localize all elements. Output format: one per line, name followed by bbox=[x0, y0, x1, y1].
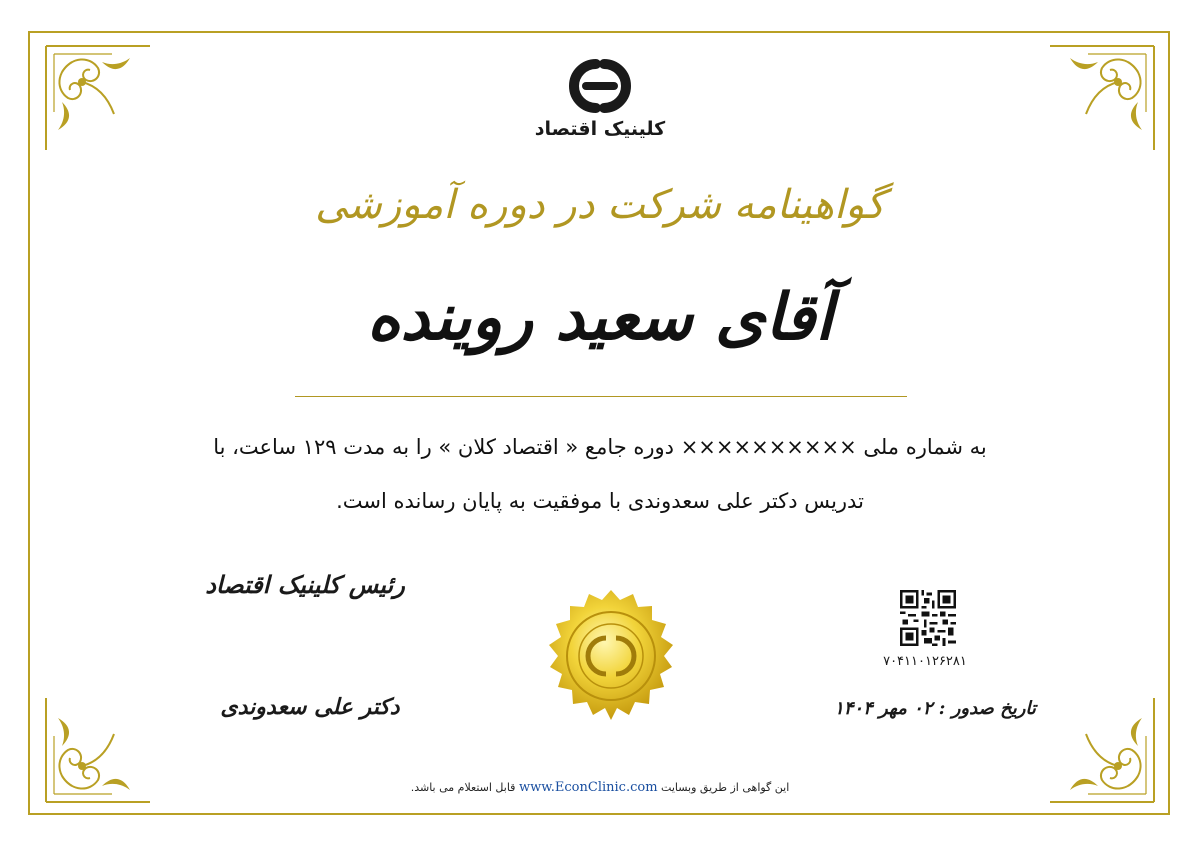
gold-seal-icon bbox=[536, 586, 686, 736]
qr-code-icon[interactable] bbox=[900, 590, 956, 646]
signatory-name: دکتر علی سعدوندی bbox=[220, 694, 400, 720]
ornament-corner-bottom-right-icon bbox=[1046, 694, 1158, 806]
website-link[interactable]: www.EconClinic.com bbox=[518, 780, 658, 795]
issue-date: تاریخ صدور : ۰۲ مهر ۱۴۰۴ bbox=[834, 698, 1036, 719]
body-line-2: تدریس دکتر علی سعدوندی با موفقیت به پایان رسانده است. bbox=[336, 489, 864, 513]
verification-footer bbox=[300, 780, 900, 795]
footer-prefix: این گواهی از طریق وبسایت bbox=[661, 781, 790, 794]
name-underline bbox=[295, 396, 907, 397]
recipient-name: آقای سعید روینده bbox=[367, 280, 833, 355]
econclinic-logo-icon bbox=[556, 56, 644, 116]
body-line-1: به شماره ملی ×××××××××× دوره جامع « اقتصاد کلان » را به مدت ۱۲۹ ساعت، با bbox=[213, 435, 987, 459]
brand-name: کلینیک اقتصاد bbox=[534, 118, 666, 140]
certificate-title: گواهینامه شرکت در دوره آموزشی bbox=[315, 182, 885, 228]
signatory-title: رئیس کلینیک اقتصاد bbox=[205, 570, 405, 599]
ornament-corner-top-right-icon bbox=[1046, 42, 1158, 154]
ornament-corner-top-left-icon bbox=[42, 42, 154, 154]
certificate-body bbox=[180, 420, 1020, 528]
footer-suffix: قابل استعلام می باشد. bbox=[410, 781, 516, 794]
certificate-id: ۷۰۴۱۱۰۱۲۶۲۸۱ bbox=[883, 654, 967, 669]
ornament-corner-bottom-left-icon bbox=[42, 694, 154, 806]
